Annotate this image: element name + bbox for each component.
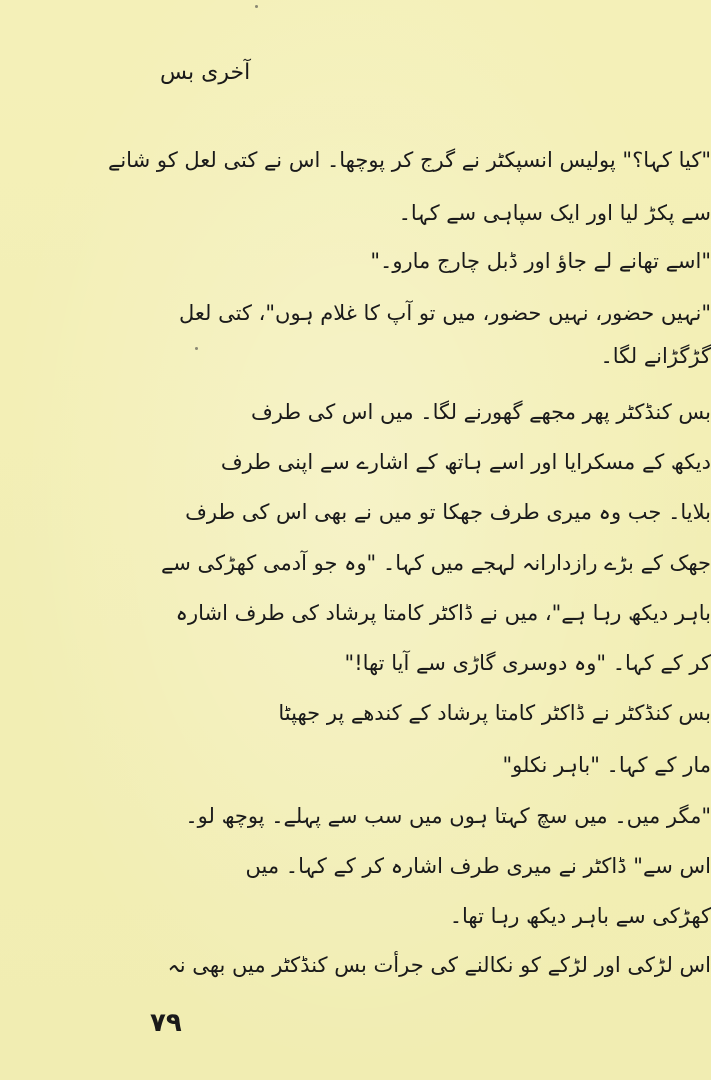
text-line: "مگر میں۔ میں سچ کہتا ہوں میں سب سے پہلے۔ پوچھ لو۔ — [185, 804, 711, 828]
text-line: کر کے کہا۔ "وہ دوسری گاڑی سے آیا تھا!" — [344, 651, 711, 675]
text-line: بس کنڈکٹر پھر مجھے گھورنے لگا۔ میں اس کی طرف — [250, 400, 711, 424]
text-line: بلایا۔ جب وہ میری طرف جھکا تو میں نے بھی اس کی طرف — [185, 500, 711, 524]
running-title: آخری بس — [160, 60, 251, 85]
text-line: جھک کے بڑے رازدارانہ لہجے میں کہا۔ "وہ جو آدمی کھڑکی سے — [160, 551, 711, 575]
page-number: ۷۹ — [150, 1008, 182, 1038]
text-line: باہر دیکھ رہا ہے"، میں نے ڈاکٹر کامتا پرشاد کی طرف اشارہ — [175, 601, 711, 625]
text-line: دیکھ کے مسکرایا اور اسے ہاتھ کے اشارے سے اپنی طرف — [220, 450, 711, 474]
text-line: گڑگڑانے لگا۔ — [600, 344, 711, 368]
text-line: کھڑکی سے باہر دیکھ رہا تھا۔ — [449, 904, 711, 928]
text-line: اس سے" ڈاکٹر نے میری طرف اشارہ کر کے کہا۔ میں — [245, 854, 711, 878]
text-line: اس لڑکی اور لڑکے کو نکالنے کی جرأت بس کنڈکٹر میں بھی نہ — [167, 953, 711, 977]
text-line: سے پکڑ لیا اور ایک سپاہی سے کہا۔ — [398, 201, 711, 225]
text-line: "کیا کہا؟" پولیس انسپکٹر نے گرج کر پوچھا۔ اس نے کتی لعل کو شانے — [108, 148, 711, 172]
text-line: "اسے تھانے لے جاؤ اور ڈبل چارج مارو۔" — [370, 249, 711, 273]
text-line: بس کنڈکٹر نے ڈاکٹر کامتا پرشاد کے کندھے پر جھپٹا — [278, 701, 711, 725]
paper-speck — [195, 347, 198, 350]
paper-speck — [255, 5, 258, 8]
text-line: "نہیں حضور، نہیں حضور، میں تو آپ کا غلام ہوں"، کتی لعل — [178, 301, 711, 325]
text-line: مار کے کہا۔ "باہر نکلو" — [502, 753, 711, 777]
